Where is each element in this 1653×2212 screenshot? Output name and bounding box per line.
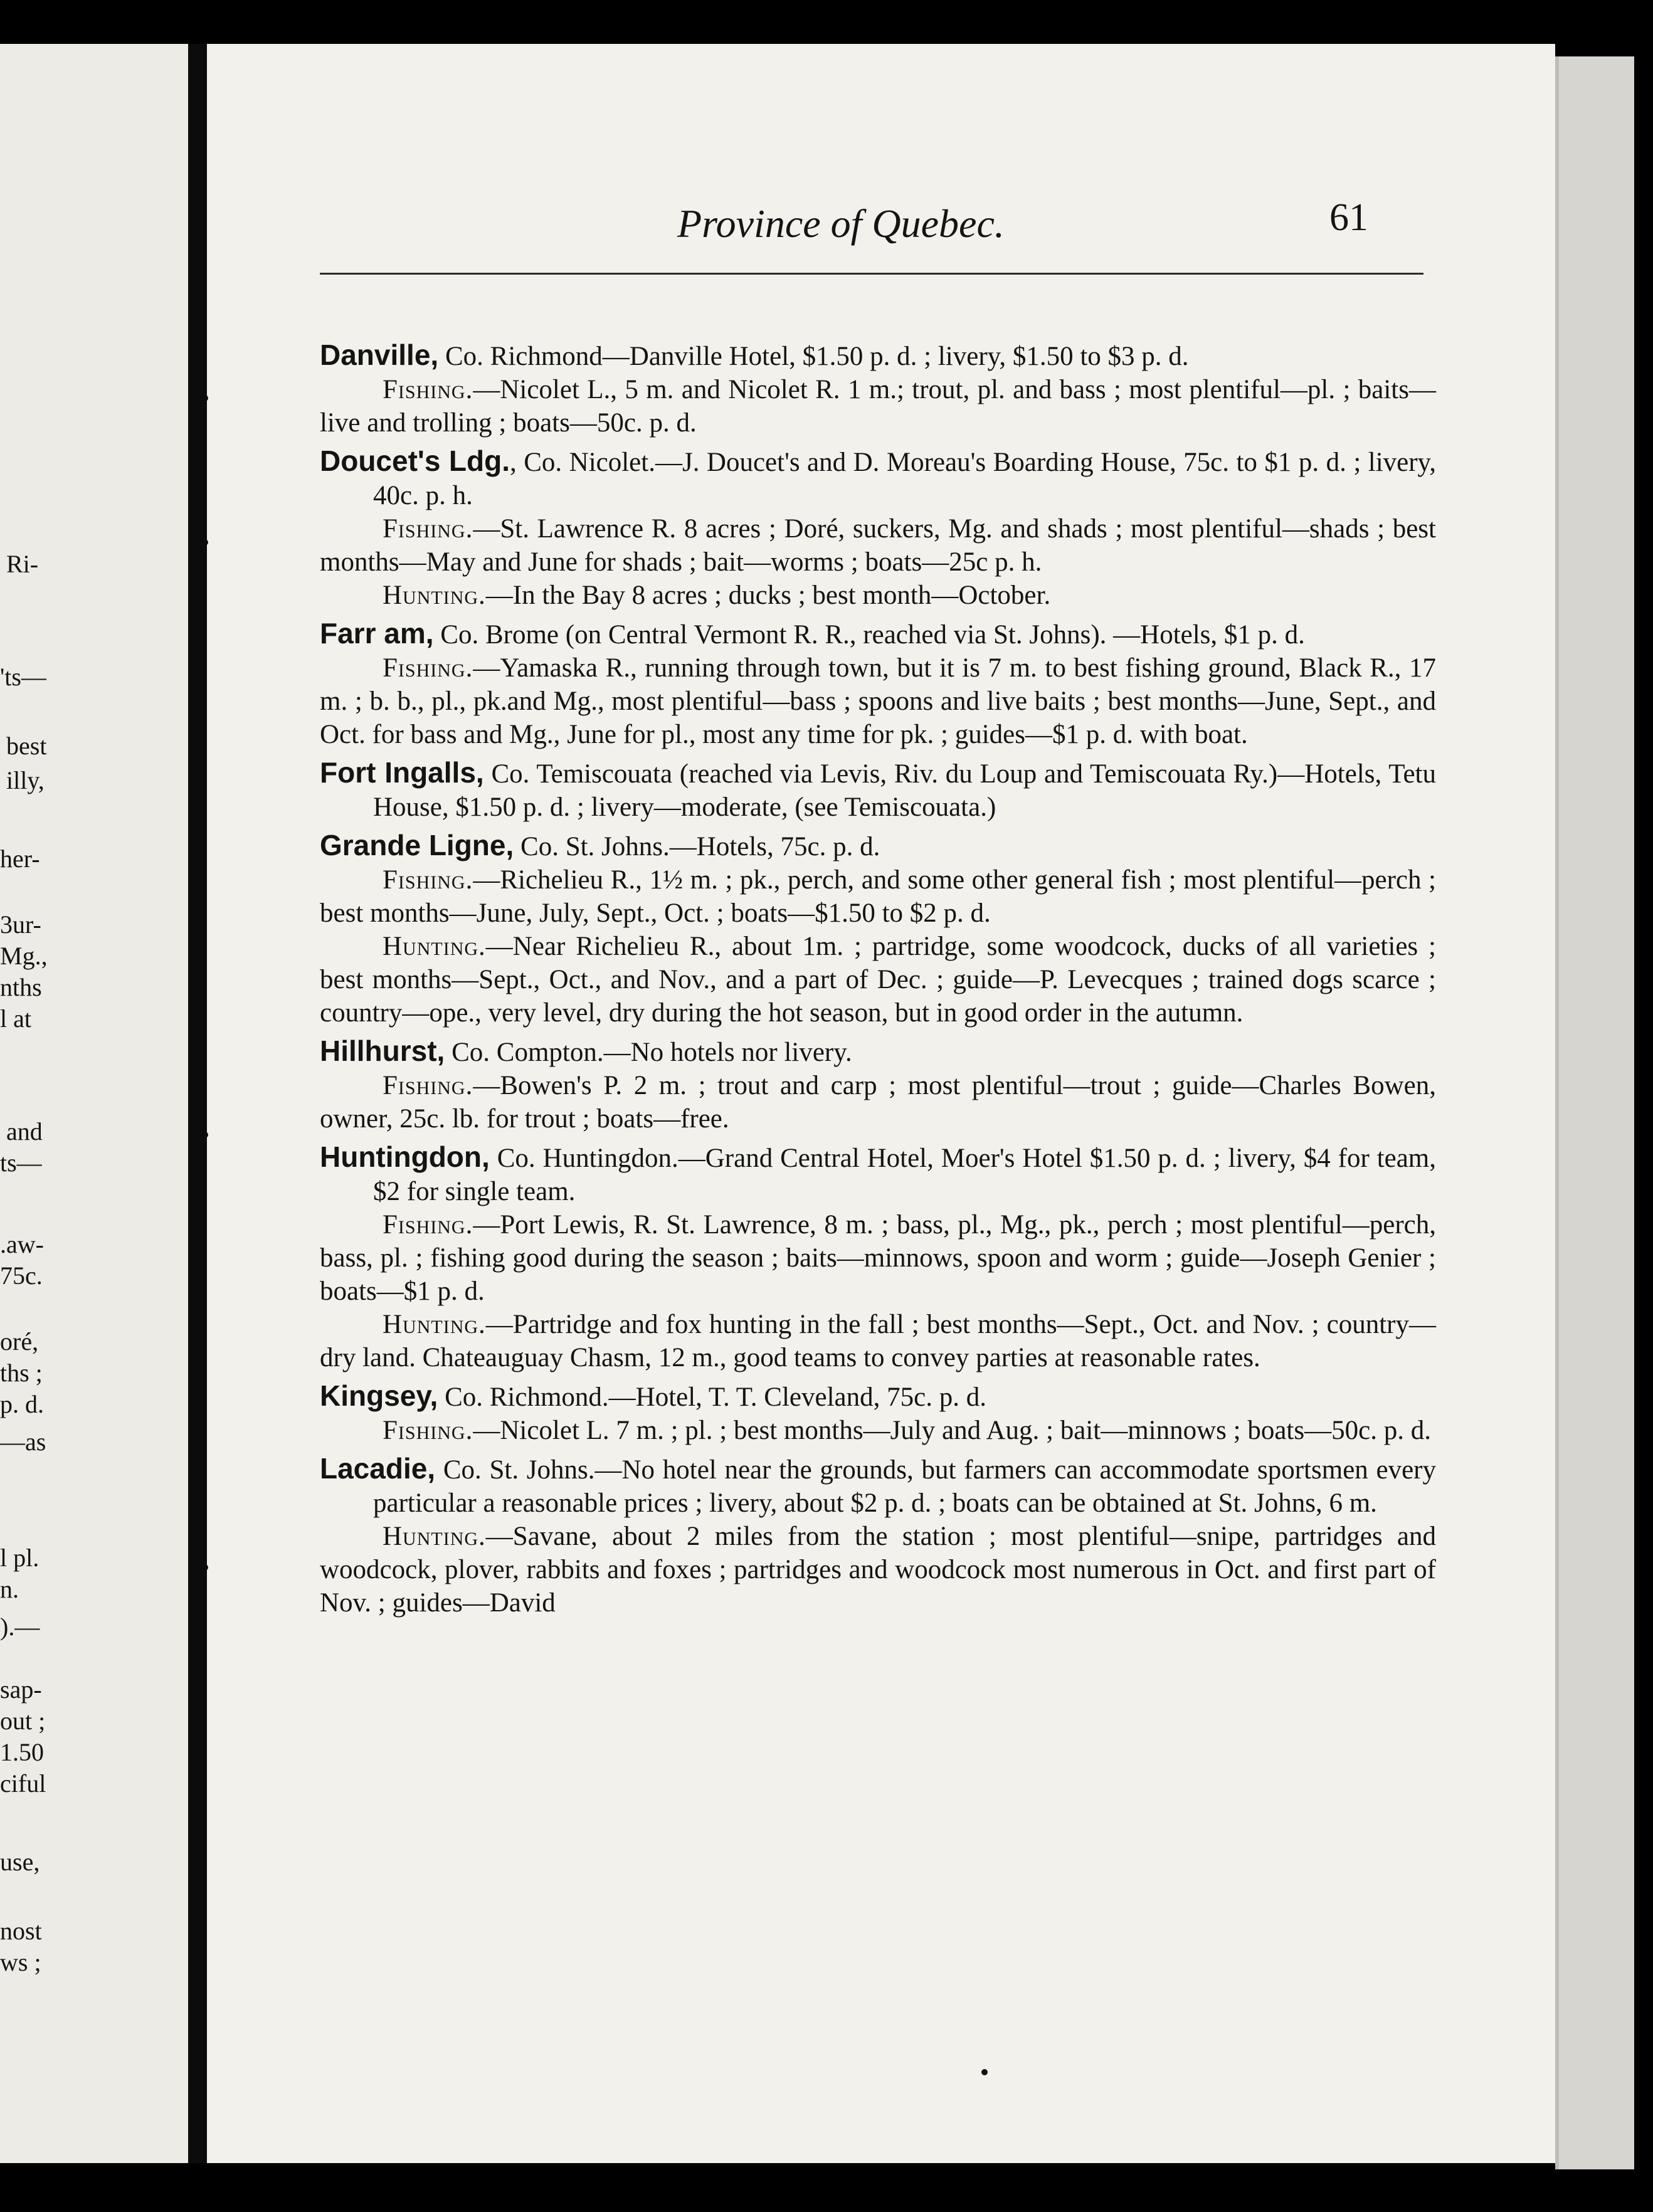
- facing-page-fragment: and: [6, 1117, 43, 1146]
- fishing-label: Fishing.: [383, 375, 473, 404]
- hunting-label: Hunting.: [383, 1310, 486, 1339]
- facing-page-fragment: illy,: [6, 766, 45, 794]
- facing-page-fragment: 1.50: [0, 1738, 44, 1766]
- facing-page-fragment: use,: [0, 1848, 40, 1876]
- entry-kingsey: [320, 1379, 1436, 1447]
- margin-speck: [207, 395, 208, 401]
- entry-name: Lacadie,: [320, 1452, 436, 1485]
- facing-page-fragment: 'ts—: [0, 663, 46, 691]
- entry-text: Co. Richmond.—Hotel, T. T. Cleveland, 75c. p. d.: [445, 1382, 986, 1412]
- entry-text: Co. St. Johns.—Hotels, 75c. p. d.: [520, 832, 880, 861]
- running-head: Province of Quebec.: [677, 201, 1005, 246]
- facing-page-fragment: l at: [0, 1004, 31, 1033]
- fishing-text: —Port Lewis, R. St. Lawrence, 8 m. ; bass, pl., Mg., pk., perch ; most plentiful—perch, bass, pl. ; fishing good during the season ; baits—minnows, spoon and worm ; guide—Joseph Genier ; boats—$1 p. d.: [320, 1210, 1436, 1306]
- fishing-label: Fishing.: [383, 865, 473, 895]
- facing-page-fragment: ts—: [0, 1149, 42, 1177]
- margin-speck: [981, 2069, 988, 2075]
- facing-page-fragment: .aw-: [0, 1230, 44, 1258]
- fishing-label: Fishing.: [383, 514, 473, 544]
- hunting-label: Hunting.: [383, 1522, 486, 1551]
- facing-page-fragment: 3ur-: [0, 910, 41, 939]
- facing-page-fragment: nths: [0, 973, 42, 1001]
- page-number: 61: [1329, 196, 1368, 239]
- entry-name: Hillhurst,: [320, 1035, 445, 1067]
- book-page: [207, 44, 1555, 2163]
- fishing-text: —Bowen's P. 2 m. ; trout and carp ; most plentiful—trout ; guide—Charles Bowen, owner, 25c. lb. for trout ; boats—free.: [320, 1071, 1436, 1134]
- entry-name: Danville,: [320, 339, 439, 371]
- entry-text: Co. Richmond—Danville Hotel, $1.50 p. d. ; livery, $1.50 to $3 p. d.: [445, 342, 1189, 371]
- entry-fort-ingalls: [320, 756, 1436, 824]
- entry-name: Doucet's Ldg.: [320, 445, 510, 477]
- page-header: [207, 196, 1555, 263]
- fishing-label: Fishing.: [383, 653, 473, 683]
- entry-text: , Co. Nicolet.—J. Doucet's and D. Moreau's Boarding House, 75c. to $1 p. d. ; livery, 40c. p. h.: [373, 448, 1436, 510]
- entry-text: Co. Compton.—No hotels nor livery.: [452, 1038, 852, 1067]
- margin-speck: [207, 539, 208, 545]
- facing-page-fragment: n.: [0, 1575, 19, 1603]
- facing-page-fragment: ciful: [0, 1769, 46, 1798]
- fishing-text: —Richelieu R., 1½ m. ; pk., perch, and some other general fish ; most plentiful—perch ; best months—June, July, Sept., Oct. ; boats—$1.50 to $2 p. d.: [320, 865, 1436, 928]
- facing-page-fragment: ws ;: [0, 1948, 41, 1976]
- hunting-text: —Near Richelieu R., about 1m. ; partridge, some woodcock, ducks of all varieties ; best months—Sept., Oct., and Nov., and a part of Dec. ; guide—P. Levecques ; trained dogs scarce ; country—ope., very level, dry during the hot season, but in good order in the autumn.: [320, 932, 1436, 1028]
- entry-hillhurst: [320, 1035, 1436, 1135]
- entry-name: Kingsey,: [320, 1379, 438, 1412]
- entry-name: Farr am,: [320, 617, 434, 650]
- entry-text: Co. St. Johns.—No hotel near the grounds, but farmers can accommodate sportsmen every particular a reasonable prices ; livery, about $2 p. d. ; boats can be obtained at St. Johns, 6 m.: [373, 1455, 1436, 1518]
- header-rule: [320, 273, 1423, 275]
- hunting-text: —In the Bay 8 acres ; ducks ; best month—October.: [485, 581, 1051, 610]
- facing-page-fragment: ).—: [0, 1613, 40, 1641]
- facing-page-fragment: nost: [0, 1917, 42, 1945]
- facing-page-fragment: sap-: [0, 1675, 42, 1704]
- fishing-text: —Yamaska R., running through town, but it is 7 m. to best fishing ground, Black R., 17 m. ; b. b., pl., pk.and Mg., most plentiful—bass ; spoons and live baits ; best months—June, Sept., and Oct. for bass and Mg., June for pl., most any time for pk. ; guides—$1 p. d. with boat.: [320, 653, 1436, 749]
- page-stack-edge: [1555, 56, 1634, 2169]
- fishing-label: Fishing.: [383, 1416, 473, 1445]
- facing-page-fragment: —as: [0, 1428, 46, 1456]
- entry-danville: [320, 339, 1436, 440]
- facing-page-fragment: Mg.,: [0, 942, 48, 970]
- entry-farnham: [320, 617, 1436, 751]
- facing-page-fragment: p. d.: [0, 1390, 44, 1418]
- hunting-label: Hunting.: [383, 581, 486, 610]
- hunting-label: Hunting.: [383, 932, 486, 961]
- fishing-text: —Nicolet L., 5 m. and Nicolet R. 1 m.; trout, pl. and bass ; most plentiful—pl. ; baits—live and trolling ; boats—50c. p. d.: [320, 375, 1436, 438]
- fishing-text: —St. Lawrence R. 8 acres ; Doré, suckers, Mg. and shads ; most plentiful—shads ; best months—May and June for shads ; bait—worms ; boats—25c p. h.: [320, 514, 1436, 577]
- fishing-label: Fishing.: [383, 1210, 473, 1240]
- entry-text: Co. Brome (on Central Vermont R. R., reached via St. Johns). —Hotels, $1 p. d.: [440, 620, 1305, 650]
- facing-page-fragment: 75c.: [0, 1261, 43, 1290]
- facing-page-fragment: ths ;: [0, 1359, 43, 1387]
- entry-text: Co. Huntingdon.—Grand Central Hotel, Moer's Hotel $1.50 p. d. ; livery, $4 for team, $2 for single team.: [373, 1144, 1437, 1206]
- facing-page-fragment: out ;: [0, 1707, 46, 1735]
- entry-grande-ligne: [320, 829, 1436, 1030]
- entry-huntingdon: [320, 1140, 1436, 1374]
- facing-page-fragment: oré,: [0, 1327, 39, 1356]
- facing-page-fragment: l pl.: [0, 1544, 40, 1572]
- entry-lacadie: [320, 1452, 1436, 1620]
- fishing-label: Fishing.: [383, 1071, 473, 1100]
- book-gutter: [188, 44, 207, 2163]
- entry-name: Grande Ligne,: [320, 829, 514, 861]
- fishing-text: —Nicolet L. 7 m. ; pl. ; best months—July and Aug. ; bait—minnows ; boats—50c. p. d.: [473, 1416, 1431, 1445]
- hunting-text: —Partridge and fox hunting in the fall ; best months—Sept., Oct. and Nov. ; country—dry land. Chateauguay Chasm, 12 m., good teams to convey parties at reasonable rates.: [320, 1310, 1436, 1372]
- entry-text: Co. Temiscouata (reached via Levis, Riv. du Loup and Temiscouata Ry.)—Hotels, Tetu House, $1.50 p. d. ; livery—moderate, (see Temiscouata.): [373, 759, 1436, 822]
- facing-page-fragment: Ri-: [6, 550, 39, 578]
- entries-list: [320, 339, 1436, 1625]
- hunting-text: —Savane, about 2 miles from the station ; most plentiful—snipe, partridges and woodcock, plover, rabbits and foxes ; partridges and woodcock most numerous in Oct. and first part of Nov. ; guides—David: [320, 1522, 1436, 1618]
- facing-page-edge: [0, 44, 188, 2163]
- entry-name: Huntingdon,: [320, 1140, 490, 1173]
- facing-page-fragment: best: [6, 732, 47, 760]
- entry-doucets-ldg: [320, 445, 1436, 612]
- facing-page-fragment: her-: [0, 845, 40, 873]
- margin-speck: [207, 1132, 208, 1138]
- margin-speck: [207, 1564, 208, 1571]
- entry-name: Fort Ingalls,: [320, 756, 484, 789]
